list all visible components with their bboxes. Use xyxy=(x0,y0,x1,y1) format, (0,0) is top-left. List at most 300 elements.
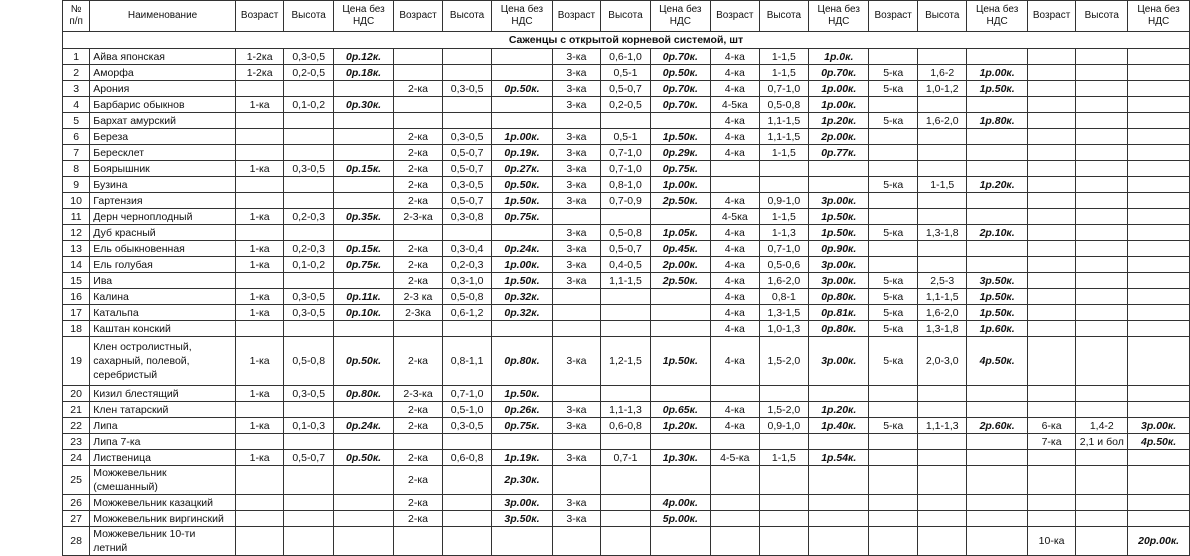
height-cell: 2,5-3 xyxy=(918,273,967,289)
height-cell: 0,2-0,3 xyxy=(442,257,491,273)
age-cell: 4-ка xyxy=(710,145,759,161)
price-cell xyxy=(333,81,393,97)
height-cell: 0,7-1,0 xyxy=(601,161,650,177)
height-cell: 0,5-0,7 xyxy=(442,193,491,209)
price-cell xyxy=(1128,450,1190,466)
height-cell: 0,3-0,8 xyxy=(442,209,491,225)
price-cell xyxy=(967,402,1027,418)
age-cell xyxy=(552,289,601,305)
price-cell xyxy=(1128,466,1190,495)
height-cell xyxy=(284,434,333,450)
row-number: 21 xyxy=(63,402,90,418)
table-row xyxy=(63,145,1190,161)
age-cell xyxy=(869,257,918,273)
price-cell: 0р.30к. xyxy=(333,97,393,113)
age-cell xyxy=(710,434,759,450)
price-cell: 1р.50к. xyxy=(650,129,710,145)
price-cell: 1р.30к. xyxy=(650,450,710,466)
age-cell xyxy=(710,466,759,495)
age-cell xyxy=(710,527,759,556)
age-cell xyxy=(235,177,284,193)
section-row xyxy=(63,32,1190,49)
table-row xyxy=(63,209,1190,225)
age-cell: 1-ка xyxy=(235,241,284,257)
age-cell xyxy=(869,97,918,113)
age-cell: 2-ка xyxy=(394,177,443,193)
age-cell: 2-ка xyxy=(394,193,443,209)
price-cell xyxy=(650,321,710,337)
plant-name: Клен остролистный, сахарный, полевой, серебристый xyxy=(90,337,236,386)
price-cell: 2р.50к. xyxy=(650,273,710,289)
height-cell xyxy=(918,495,967,511)
price-cell xyxy=(967,241,1027,257)
height-cell: 0,3-0,5 xyxy=(442,81,491,97)
price-cell xyxy=(650,386,710,402)
age-cell xyxy=(869,434,918,450)
plant-name: Можжевельник 10-ти летний xyxy=(90,527,236,556)
price-cell: 0р.29к. xyxy=(650,145,710,161)
table-row xyxy=(63,81,1190,97)
height-cell: 1,6-2,0 xyxy=(759,273,808,289)
age-cell: 3-ка xyxy=(552,81,601,97)
age-cell xyxy=(552,305,601,321)
price-cell: 3р.00к. xyxy=(809,257,869,273)
age-cell xyxy=(235,193,284,209)
price-cell: 0р.19к. xyxy=(492,145,552,161)
age-cell xyxy=(710,495,759,511)
age-cell xyxy=(1027,386,1076,402)
row-number: 12 xyxy=(63,225,90,241)
price-cell xyxy=(967,527,1027,556)
height-cell: 1-1,5 xyxy=(759,65,808,81)
height-cell xyxy=(601,209,650,225)
height-cell xyxy=(1076,386,1128,402)
price-cell xyxy=(650,305,710,321)
header-height: Высота xyxy=(442,1,491,32)
height-cell: 1-1,5 xyxy=(918,177,967,193)
price-cell xyxy=(333,466,393,495)
age-cell: 2-ка xyxy=(394,511,443,527)
age-cell xyxy=(869,402,918,418)
price-cell xyxy=(650,434,710,450)
age-cell: 5-ка xyxy=(869,65,918,81)
age-cell: 1-2ка xyxy=(235,49,284,65)
age-cell: 5-ка xyxy=(869,81,918,97)
price-cell: 1р.20к. xyxy=(809,113,869,129)
height-cell: 0,5-0,8 xyxy=(759,97,808,113)
age-cell xyxy=(235,129,284,145)
height-cell: 1,3-1,5 xyxy=(759,305,808,321)
age-cell: 2-ка xyxy=(394,129,443,145)
price-cell: 3р.00к. xyxy=(492,495,552,511)
price-cell xyxy=(1128,129,1190,145)
price-cell xyxy=(333,225,393,241)
price-cell: 1р.80к. xyxy=(967,113,1027,129)
height-cell xyxy=(442,511,491,527)
row-number: 1 xyxy=(63,49,90,65)
age-cell: 5-ка xyxy=(869,418,918,434)
age-cell xyxy=(235,321,284,337)
price-cell xyxy=(1128,177,1190,193)
price-cell: 1р.00к. xyxy=(967,65,1027,81)
price-cell: 1р.05к. xyxy=(650,225,710,241)
row-number: 15 xyxy=(63,273,90,289)
price-cell: 0р.24к. xyxy=(333,418,393,434)
age-cell: 2-ка xyxy=(394,81,443,97)
age-cell xyxy=(1027,177,1076,193)
height-cell xyxy=(284,129,333,145)
price-cell xyxy=(333,434,393,450)
header-age: Возраст xyxy=(1027,1,1076,32)
height-cell xyxy=(1076,161,1128,177)
price-cell: 3р.00к. xyxy=(1128,418,1190,434)
header-height: Высота xyxy=(759,1,808,32)
height-cell: 0,5-0,7 xyxy=(442,145,491,161)
price-cell: 0р.80к. xyxy=(333,386,393,402)
age-cell xyxy=(710,511,759,527)
height-cell xyxy=(759,177,808,193)
height-cell: 0,3-0,5 xyxy=(284,289,333,305)
table-row xyxy=(63,321,1190,337)
height-cell: 0,3-0,5 xyxy=(442,177,491,193)
price-cell: 0р.50к. xyxy=(333,337,393,386)
height-cell: 0,5-1 xyxy=(601,129,650,145)
age-cell: 5-ка xyxy=(869,321,918,337)
age-cell: 2-3 ка xyxy=(394,289,443,305)
height-cell xyxy=(759,466,808,495)
price-cell: 2р.30к. xyxy=(492,466,552,495)
price-cell xyxy=(967,434,1027,450)
height-cell xyxy=(1076,305,1128,321)
age-cell: 2-ка xyxy=(394,495,443,511)
height-cell xyxy=(1076,273,1128,289)
height-cell: 0,7-1,0 xyxy=(442,386,491,402)
age-cell xyxy=(1027,337,1076,386)
height-cell xyxy=(601,466,650,495)
height-cell xyxy=(601,386,650,402)
height-cell: 2,1 и бол xyxy=(1076,434,1128,450)
price-cell xyxy=(492,321,552,337)
price-cell xyxy=(333,145,393,161)
height-cell: 0,5-0,8 xyxy=(284,337,333,386)
age-cell: 2-ка xyxy=(394,402,443,418)
price-cell: 1р.40к. xyxy=(809,418,869,434)
age-cell: 1-ка xyxy=(235,305,284,321)
height-cell: 0,2-0,3 xyxy=(284,241,333,257)
height-cell xyxy=(759,161,808,177)
age-cell xyxy=(1027,65,1076,81)
height-cell xyxy=(601,321,650,337)
height-cell: 0,3-0,5 xyxy=(442,418,491,434)
price-cell xyxy=(1128,145,1190,161)
age-cell xyxy=(869,145,918,161)
age-cell: 2-ка xyxy=(394,145,443,161)
price-cell: 2р.00к. xyxy=(809,129,869,145)
height-cell: 1-1,5 xyxy=(759,145,808,161)
height-cell xyxy=(284,466,333,495)
age-cell: 4-ка xyxy=(710,65,759,81)
age-cell: 4-ка xyxy=(710,49,759,65)
age-cell xyxy=(869,466,918,495)
age-cell xyxy=(710,177,759,193)
height-cell: 0,8-1 xyxy=(759,289,808,305)
plant-name: Катальпа xyxy=(90,305,236,321)
price-cell xyxy=(492,97,552,113)
age-cell: 4-ка xyxy=(710,225,759,241)
height-cell xyxy=(1076,321,1128,337)
price-cell xyxy=(967,193,1027,209)
height-cell xyxy=(442,466,491,495)
row-number: 6 xyxy=(63,129,90,145)
header-age: Возраст xyxy=(235,1,284,32)
price-cell: 0р.75к. xyxy=(492,209,552,225)
height-cell xyxy=(1076,177,1128,193)
height-cell: 1-1,3 xyxy=(759,225,808,241)
age-cell xyxy=(235,495,284,511)
height-cell: 1,1-1,5 xyxy=(759,129,808,145)
plant-name: Барбарис обыкнов xyxy=(90,97,236,113)
price-cell: 3р.00к. xyxy=(809,273,869,289)
height-cell xyxy=(918,511,967,527)
price-cell: 1р.00к. xyxy=(650,177,710,193)
price-cell xyxy=(333,177,393,193)
plant-name: Аморфа xyxy=(90,65,236,81)
height-cell xyxy=(1076,145,1128,161)
price-cell xyxy=(809,386,869,402)
price-cell: 1р.50к. xyxy=(809,209,869,225)
height-cell: 1-1,5 xyxy=(759,450,808,466)
price-cell xyxy=(492,113,552,129)
age-cell: 2-ка xyxy=(394,337,443,386)
age-cell: 7-ка xyxy=(1027,434,1076,450)
height-cell xyxy=(601,527,650,556)
height-cell xyxy=(918,193,967,209)
age-cell: 3-ка xyxy=(552,145,601,161)
height-cell xyxy=(918,527,967,556)
height-cell xyxy=(918,97,967,113)
height-cell: 0,7-1,0 xyxy=(759,241,808,257)
height-cell: 1-1,5 xyxy=(759,49,808,65)
height-cell: 0,3-0,5 xyxy=(284,161,333,177)
height-cell xyxy=(284,511,333,527)
height-cell: 1,1-1,5 xyxy=(759,113,808,129)
age-cell xyxy=(1027,321,1076,337)
price-cell: 1р.20к. xyxy=(809,402,869,418)
age-cell xyxy=(869,511,918,527)
height-cell xyxy=(918,386,967,402)
header-height: Высота xyxy=(601,1,650,32)
age-cell xyxy=(235,466,284,495)
header-price: Цена без НДС xyxy=(333,1,393,32)
price-cell xyxy=(809,527,869,556)
row-number: 18 xyxy=(63,321,90,337)
plant-name: Ива xyxy=(90,273,236,289)
price-cell: 0р.50к. xyxy=(492,81,552,97)
age-cell xyxy=(552,209,601,225)
age-cell: 4-ка xyxy=(710,241,759,257)
height-cell xyxy=(918,49,967,65)
height-cell xyxy=(918,466,967,495)
height-cell: 1-1,5 xyxy=(759,209,808,225)
age-cell xyxy=(394,434,443,450)
price-cell: 1р.19к. xyxy=(492,450,552,466)
section-title: Саженцы с открытой корневой системой, шт xyxy=(63,32,1190,49)
price-cell: 0р.50к. xyxy=(650,65,710,81)
height-cell: 0,4-0,5 xyxy=(601,257,650,273)
age-cell: 4-ка xyxy=(710,418,759,434)
height-cell: 0,9-1,0 xyxy=(759,418,808,434)
price-cell xyxy=(809,511,869,527)
plant-name: Липа 7-ка xyxy=(90,434,236,450)
price-cell xyxy=(492,527,552,556)
age-cell xyxy=(1027,402,1076,418)
height-cell: 1,2-1,5 xyxy=(601,337,650,386)
plant-name: Айва японская xyxy=(90,49,236,65)
age-cell: 4-5ка xyxy=(710,209,759,225)
age-cell xyxy=(1027,129,1076,145)
price-cell: 0р.12к. xyxy=(333,49,393,65)
price-cell: 0р.75к. xyxy=(650,161,710,177)
price-cell: 20р.00к. xyxy=(1128,527,1190,556)
header-age: Возраст xyxy=(869,1,918,32)
age-cell xyxy=(552,386,601,402)
age-cell xyxy=(1027,450,1076,466)
height-cell: 1,0-1,3 xyxy=(759,321,808,337)
height-cell xyxy=(1076,337,1128,386)
height-cell: 0,3-0,5 xyxy=(442,129,491,145)
price-cell: 0р.75к. xyxy=(333,257,393,273)
height-cell xyxy=(601,434,650,450)
height-cell xyxy=(442,434,491,450)
age-cell xyxy=(1027,145,1076,161)
header-price: Цена без НДС xyxy=(650,1,710,32)
price-cell: 0р.27к. xyxy=(492,161,552,177)
height-cell xyxy=(284,113,333,129)
height-cell: 0,3-0,4 xyxy=(442,241,491,257)
price-cell xyxy=(1128,386,1190,402)
age-cell xyxy=(552,466,601,495)
plant-name: Можжевельник казацкий xyxy=(90,495,236,511)
price-cell xyxy=(1128,321,1190,337)
height-cell xyxy=(442,97,491,113)
height-cell xyxy=(918,257,967,273)
height-cell xyxy=(759,386,808,402)
age-cell: 3-ка xyxy=(552,65,601,81)
price-cell xyxy=(1128,161,1190,177)
height-cell xyxy=(284,193,333,209)
age-cell: 4-ка xyxy=(710,273,759,289)
header-price: Цена без НДС xyxy=(492,1,552,32)
age-cell xyxy=(552,527,601,556)
height-cell xyxy=(1076,495,1128,511)
header-name: Наименование xyxy=(90,1,236,32)
age-cell: 3-ка xyxy=(552,273,601,289)
height-cell: 2,0-3,0 xyxy=(918,337,967,386)
plant-name: Дерн черноплодный xyxy=(90,209,236,225)
age-cell: 2-3-ка xyxy=(394,209,443,225)
price-cell: 3р.50к. xyxy=(492,511,552,527)
price-cell xyxy=(650,527,710,556)
table-row xyxy=(63,257,1190,273)
height-cell: 0,5-1 xyxy=(601,65,650,81)
plant-name: Боярышник xyxy=(90,161,236,177)
age-cell: 3-ка xyxy=(552,225,601,241)
price-cell xyxy=(967,450,1027,466)
price-cell: 3р.00к. xyxy=(809,193,869,209)
age-cell xyxy=(235,145,284,161)
price-cell: 0р.77к. xyxy=(809,145,869,161)
price-cell xyxy=(1128,241,1190,257)
price-cell: 0р.90к. xyxy=(809,241,869,257)
height-cell: 0,5-0,7 xyxy=(601,81,650,97)
height-cell: 0,3-1,0 xyxy=(442,273,491,289)
height-cell: 0,7-0,9 xyxy=(601,193,650,209)
height-cell xyxy=(1076,209,1128,225)
age-cell: 2-ка xyxy=(394,241,443,257)
age-cell xyxy=(394,113,443,129)
age-cell: 1-ка xyxy=(235,386,284,402)
height-cell: 0,9-1,0 xyxy=(759,193,808,209)
price-cell xyxy=(650,289,710,305)
height-cell xyxy=(284,495,333,511)
age-cell xyxy=(869,209,918,225)
price-cell: 0р.80к. xyxy=(809,321,869,337)
price-cell: 0р.45к. xyxy=(650,241,710,257)
price-cell: 1р.20к. xyxy=(650,418,710,434)
header-number: № п/п xyxy=(63,1,90,32)
table-row xyxy=(63,177,1190,193)
age-cell: 2-ка xyxy=(394,466,443,495)
price-cell xyxy=(492,225,552,241)
height-cell: 0,7-1,0 xyxy=(759,81,808,97)
price-cell xyxy=(650,113,710,129)
height-cell: 1,1-1,5 xyxy=(918,289,967,305)
age-cell: 1-ка xyxy=(235,337,284,386)
price-cell: 0р.50к. xyxy=(333,450,393,466)
height-cell: 1,5-2,0 xyxy=(759,402,808,418)
table-row xyxy=(63,511,1190,527)
price-cell: 4р.00к. xyxy=(650,495,710,511)
age-cell: 4-ка xyxy=(710,337,759,386)
height-cell xyxy=(442,527,491,556)
plant-name: Дуб красный xyxy=(90,225,236,241)
price-cell: 0р.32к. xyxy=(492,305,552,321)
height-cell: 0,6-0,8 xyxy=(601,418,650,434)
price-cell xyxy=(1128,49,1190,65)
height-cell: 0,3-0,5 xyxy=(284,49,333,65)
height-cell xyxy=(1076,241,1128,257)
price-cell xyxy=(1128,81,1190,97)
height-cell: 0,2-0,5 xyxy=(284,65,333,81)
plant-name: Ель голубая xyxy=(90,257,236,273)
height-cell xyxy=(284,177,333,193)
plant-name: Арония xyxy=(90,81,236,97)
price-cell: 0р.75к. xyxy=(492,418,552,434)
plant-name: Можжевельник виргинский xyxy=(90,511,236,527)
height-cell xyxy=(1076,402,1128,418)
row-number: 25 xyxy=(63,466,90,495)
age-cell xyxy=(235,527,284,556)
age-cell: 4-ка xyxy=(710,289,759,305)
age-cell: 1-ка xyxy=(235,257,284,273)
header-age: Возраст xyxy=(552,1,601,32)
price-cell: 2р.50к. xyxy=(650,193,710,209)
age-cell: 4-5-ка xyxy=(710,450,759,466)
price-cell: 1р.54к. xyxy=(809,450,869,466)
price-cell: 4р.50к. xyxy=(967,337,1027,386)
table-row xyxy=(63,113,1190,129)
row-number: 9 xyxy=(63,177,90,193)
